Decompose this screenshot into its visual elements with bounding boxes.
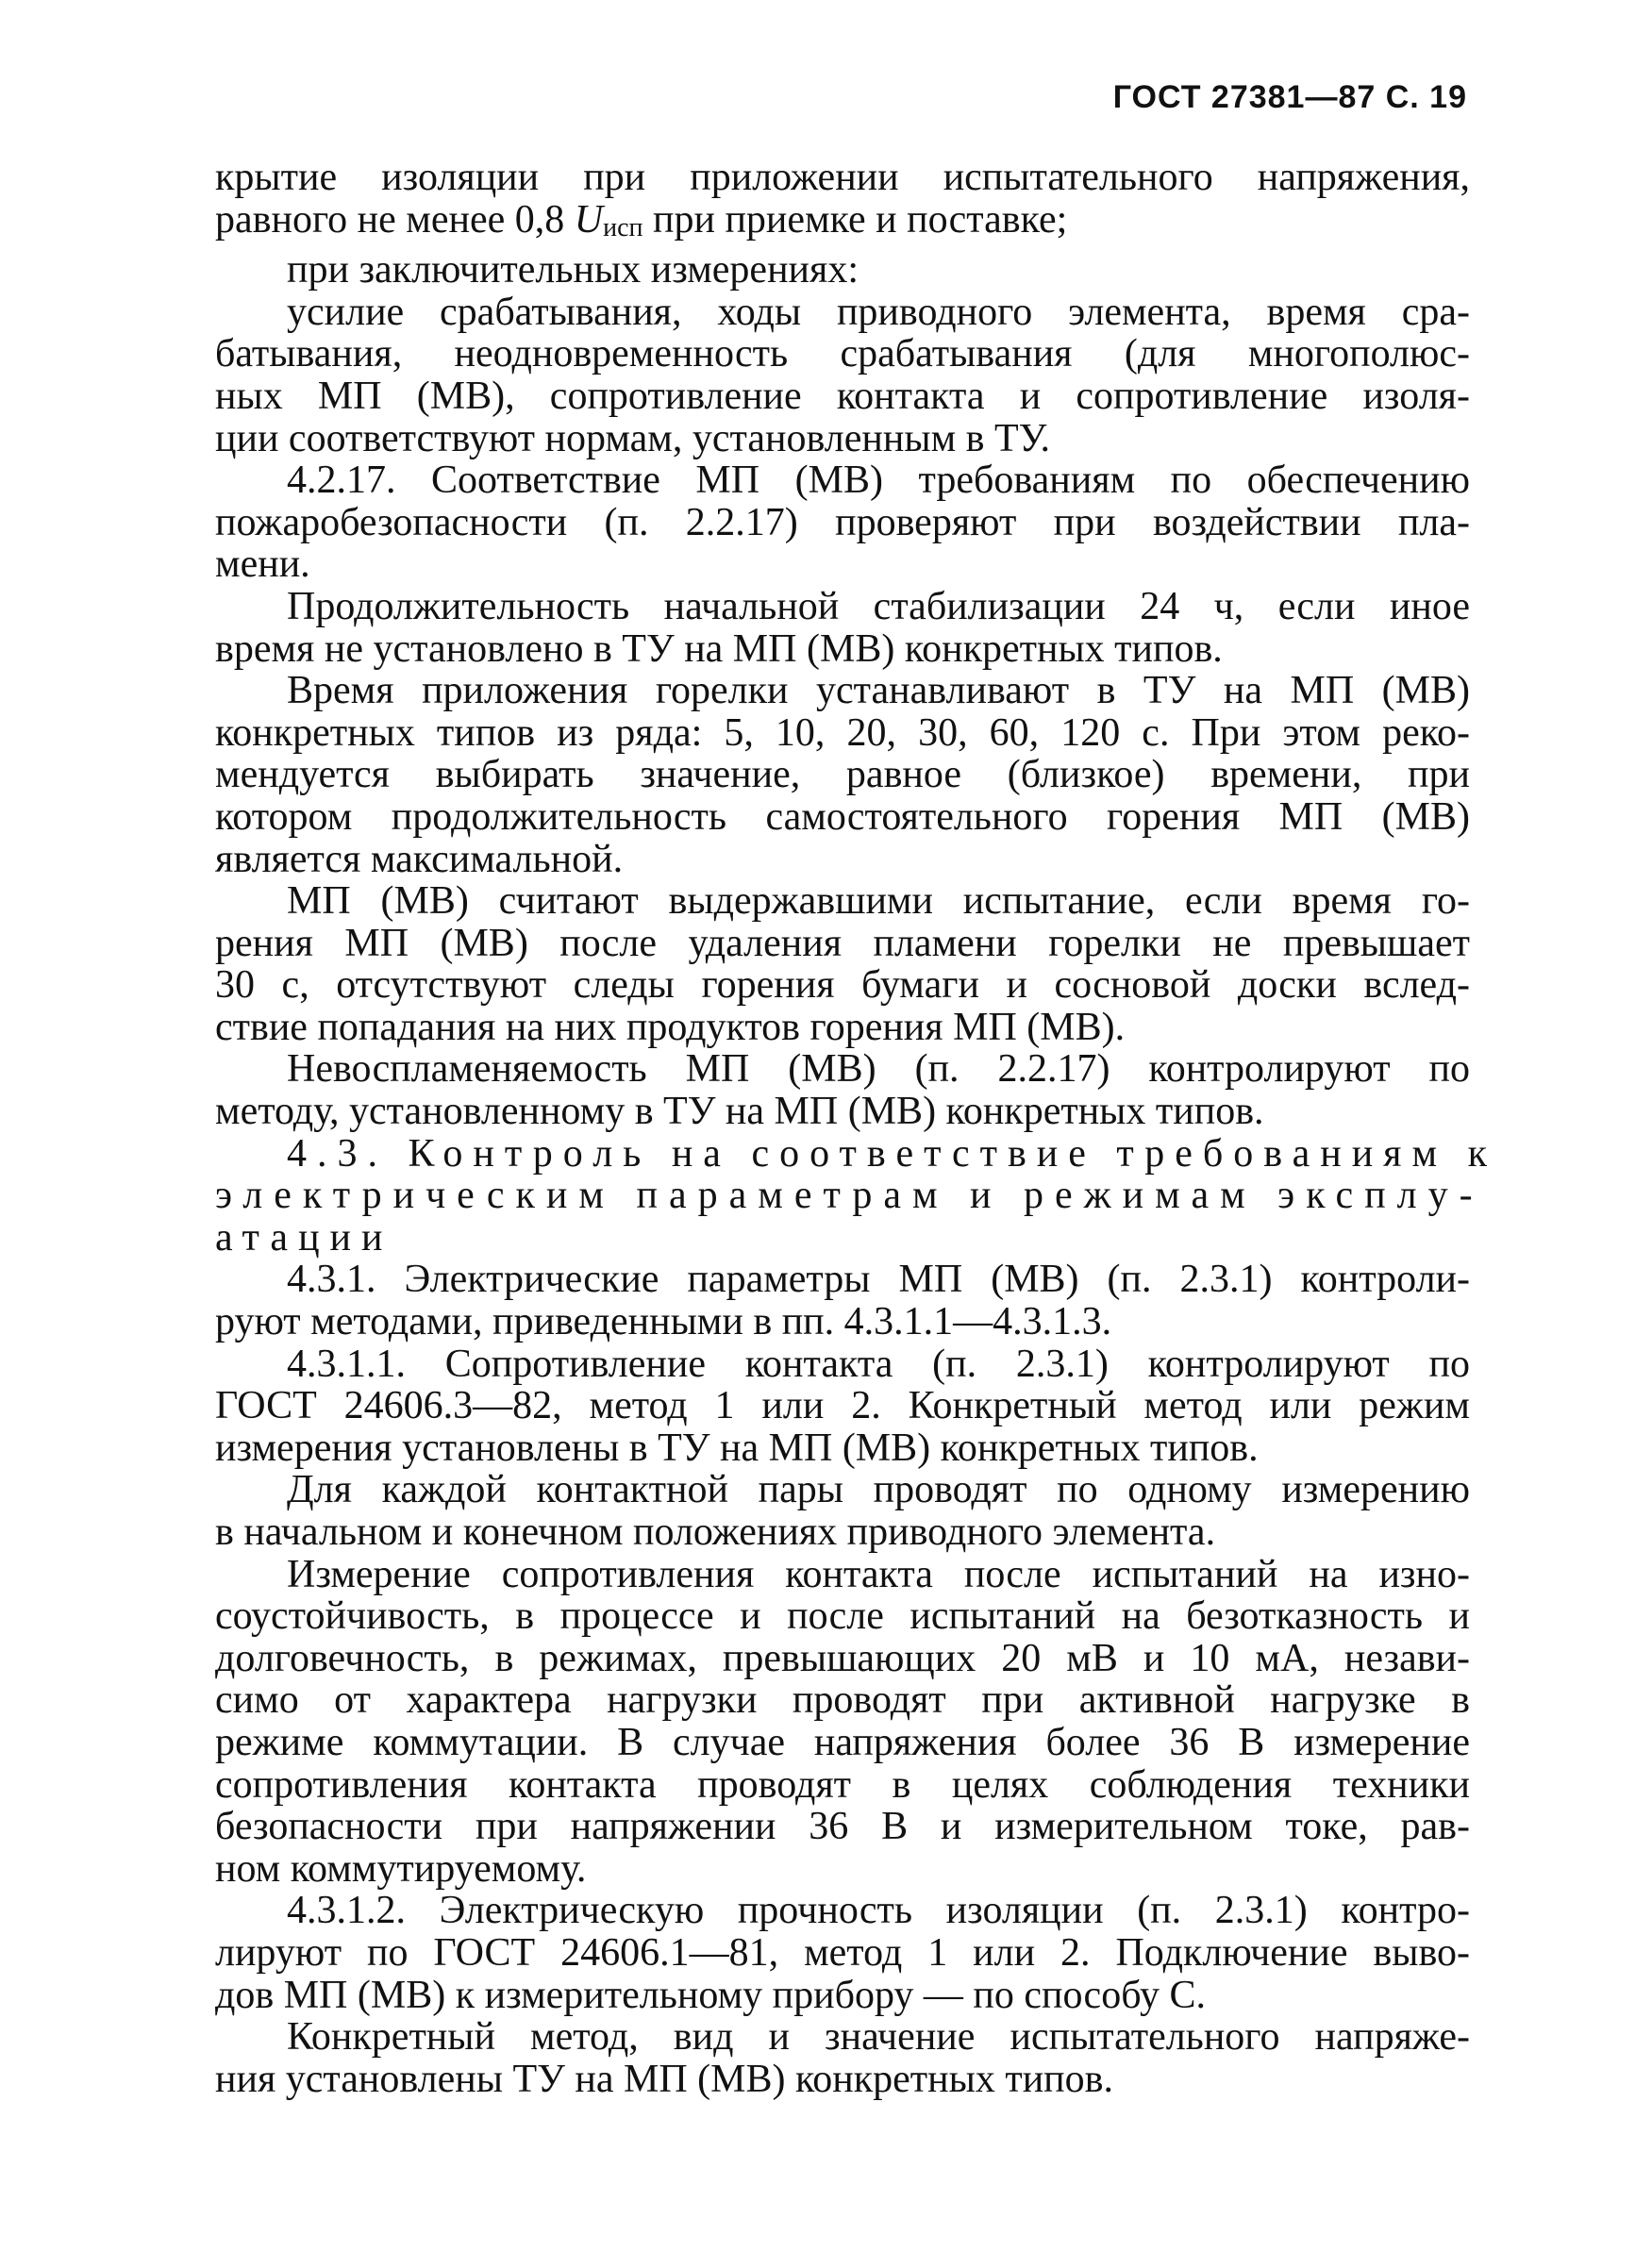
paragraph [215, 1554, 1470, 1891]
text-line: 4.2.17. Соответствие МП (МВ) требованиям по обеспечению [287, 459, 1470, 503]
paragraph [215, 157, 1470, 249]
text-line: Невоспламеняемость МП (МВ) (п. 2.2.17) контролируют по [287, 1047, 1470, 1092]
text-line: конкретных типов из ряда: 5, 10, 20, 30, 60, 120 с. При этом реко- [215, 710, 1470, 755]
text-line: 30 с, отсутствуют следы горения бумаги и сосновой доски вслед- [215, 963, 1470, 1008]
text-line: симо от характера нагрузки проводят при активной нагрузке в [215, 1678, 1470, 1723]
text-line: ции соответствуют нормам, установленным в ТУ. [215, 416, 1051, 460]
text-line: усилие срабатывания, ходы приводного элемента, время сра- [287, 290, 1470, 334]
text-line: пожаробезопасности (п. 2.2.17) проверяют при воздействии пла- [215, 500, 1470, 544]
paragraph [215, 586, 1470, 670]
text-line: Для каждой контактной пары проводят по одному измерению [287, 1468, 1470, 1512]
voltage-symbol: U [574, 197, 604, 242]
text-line: атации [215, 1215, 393, 1259]
text-line-formula: равного не менее 0,8 Uисп при приемке и поставке; [215, 197, 1068, 242]
text-line: батывания, неодновременность срабатывания (для многополюс- [215, 332, 1470, 376]
text-line: безопасности при напряжении 36 В и измерительном токе, рав- [215, 1805, 1470, 1849]
text-line: Время приложения горелки устанавливают в ТУ на МП (МВ) [287, 669, 1470, 713]
text-line: мени. [215, 542, 310, 587]
paragraph [215, 1259, 1470, 1343]
paragraph [215, 670, 1470, 880]
text-line: измерения установлены в ТУ на МП (МВ) конкретных типов. [215, 1426, 1259, 1470]
paragraph [215, 249, 1470, 292]
text-line: крытие изоляции при приложении испытательного напряжения, [215, 156, 1470, 199]
text-line: лируют по ГОСТ 24606.1—81, метод 1 или 2. Подключение выво- [215, 1930, 1470, 1975]
text-line: в начальном и конечном положениях приводного элемента. [215, 1510, 1216, 1554]
text-line: ном коммутируемому. [215, 1846, 587, 1891]
document-body [215, 156, 1497, 2101]
text-line: при заключительных измерениях: [287, 248, 859, 292]
paragraph [215, 880, 1470, 1048]
text-line: режиме коммутации. В случае напряжения более 36 В измерение [215, 1720, 1470, 1764]
text-line: Конкретный метод, вид и значение испытательного напряже- [287, 2015, 1470, 2060]
paragraph [215, 459, 1470, 586]
page-header: ГОСТ 27381—87 С. 19 [1112, 79, 1467, 115]
text-line: долговечность, в режимах, превышающих 20 мВ и 10 мА, незави- [215, 1636, 1470, 1680]
paragraph [215, 2016, 1470, 2100]
text-line: ния установлены ТУ на МП (МВ) конкретных типов. [215, 2057, 1113, 2101]
text-line: 4.3.1.1. Сопротивление контакта (п. 2.3.1) контролируют по [287, 1342, 1470, 1386]
text-line: дов МП (МВ) к измерительному прибору — по способу С. [215, 1973, 1206, 2017]
text-line: сопротивления контакта проводят в целях соблюдения техники [215, 1762, 1470, 1807]
text-line: соустойчивость, в процессе и после испытаний на безотказность и [215, 1594, 1470, 1639]
paragraph [215, 292, 1470, 459]
text-line: рения МП (МВ) после удаления пламени горелки не превышает [215, 921, 1470, 965]
paragraph [215, 1048, 1470, 1132]
text-line: мендуется выбирать значение, равное (близкое) времени, при [215, 753, 1470, 797]
paragraph [215, 1469, 1470, 1553]
text-line: 4.3. Контроль на соответствие требованиям к [287, 1131, 1497, 1176]
paragraph [215, 1890, 1470, 2016]
text-line: Измерение сопротивления контакта после испытаний на изно- [287, 1552, 1470, 1596]
text-line: время не установлено в ТУ на МП (МВ) конкретных типов. [215, 626, 1223, 671]
text-line: ствие попадания на них продуктов горения МП (МВ). [215, 1005, 1126, 1049]
paragraph [215, 1343, 1470, 1470]
text-line: методу, установленному в ТУ на МП (МВ) конкретных типов. [215, 1090, 1264, 1134]
text-line: 4.3.1. Электрические параметры МП (МВ) (п. 2.3.1) контроли- [287, 1258, 1470, 1302]
text-line: 4.3.1.2. Электрическую прочность изоляции (п. 2.3.1) контро- [287, 1889, 1470, 1933]
text-line: руют методами, приведенными в пп. 4.3.1.1—4.3.1.3. [215, 1300, 1112, 1344]
text-line: котором продолжительность самостоятельного горения МП (МВ) [215, 794, 1470, 839]
voltage-subscript: исп [603, 212, 643, 242]
text-line: МП (МВ) считают выдержавшими испытание, если время го- [287, 879, 1470, 924]
text-line: электрическим параметрам и режимам эксплу- [215, 1174, 1484, 1218]
text-line: является максимальной. [215, 837, 624, 881]
section-heading [215, 1131, 1497, 1259]
text-line: Продолжительность начальной стабилизации 24 ч, если иное [287, 584, 1470, 628]
text-line: ных МП (МВ), сопротивление контакта и сопротивление изоля- [215, 374, 1470, 418]
text-line: ГОСТ 24606.3—82, метод 1 или 2. Конкретный метод или режим [215, 1384, 1470, 1428]
